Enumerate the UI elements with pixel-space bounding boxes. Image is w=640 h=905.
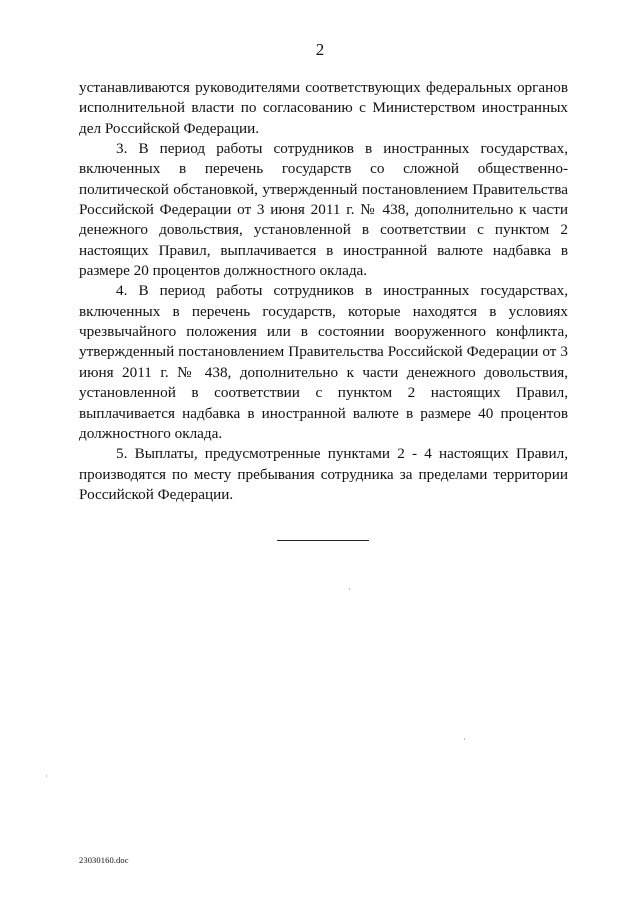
scan-speck <box>46 775 47 777</box>
paragraph-5: 5. Выплаты, предусмотренные пунктами 2 - 4 настоящих Правил, производятся по месту пребывания сотрудника за пределами территории Российской Федерации. <box>79 445 568 503</box>
end-of-text-divider <box>277 540 369 541</box>
paragraph-3: 3. В период работы сотрудников в иностранных государствах, включенных в перечень государств со сложной общественно-политической обстановкой, утвержденный постановлением Правительства Российской Федерации от 3 июня 2011 г. № 438, дополнительно к части денежного довольствия, установленной в соответствии с пунктом 2 настоящих Правил, выплачивается в иностранной валюте надбавка в размере 20 процентов должностного оклада. <box>79 140 568 280</box>
scan-speck <box>349 588 350 590</box>
scan-speck <box>464 738 465 740</box>
paragraph-continuation: устанавливаются руководителями соответствующих федеральных органов исполнительной власти по согласованию с Министерством иностранных дел Российской Федерации. <box>79 79 568 137</box>
footer-filename: 23030160.doc <box>79 855 129 865</box>
page-number: 2 <box>315 40 325 59</box>
paragraph-4: 4. В период работы сотрудников в иностранных государствах, включенных в перечень государств, которые находятся в условиях чрезвычайного положения или в состоянии вооруженного конфликта, утвержденный постановлением Правительства Российской Федерации от 3 июня 2011 г. № 438, дополнительно к части денежного довольствия, установленной в соответствии с пунктом 2 настоящих Правил, выплачивается надбавка в иностранной валюте в размере 40 процентов должностного оклада. <box>79 282 568 442</box>
document-body <box>79 78 568 505</box>
